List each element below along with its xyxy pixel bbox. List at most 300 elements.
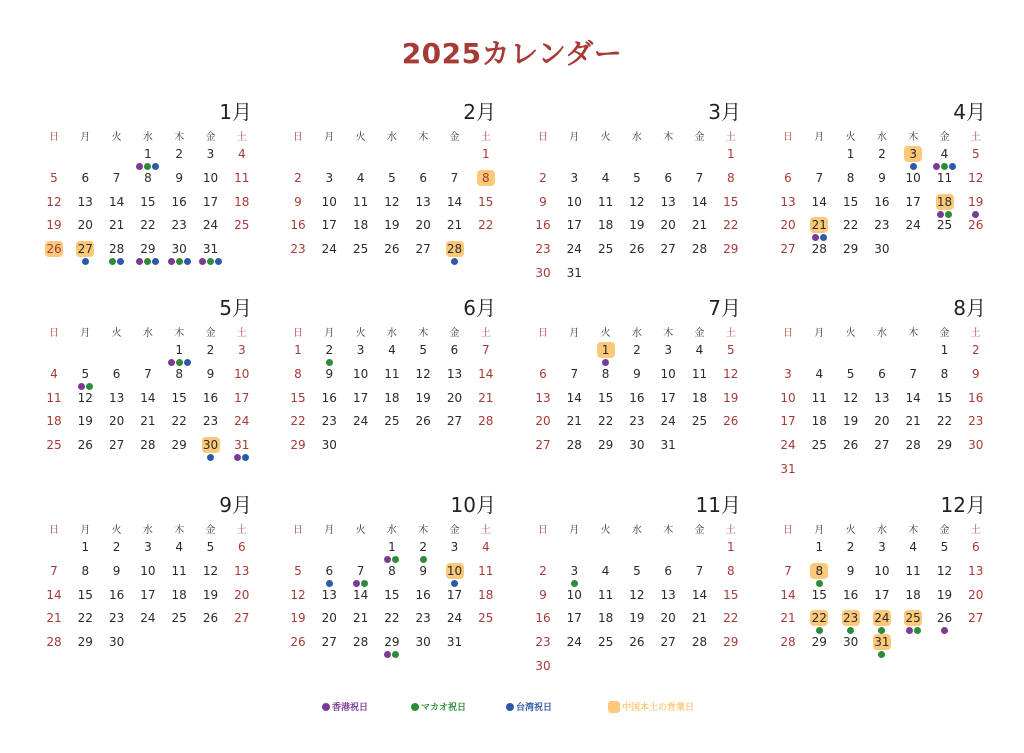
- day-number: 19: [384, 218, 400, 233]
- day-number: 22: [478, 218, 494, 233]
- weekday-header: 土: [236, 132, 247, 143]
- day-number: 23: [321, 414, 337, 429]
- holiday-dots: [196, 454, 226, 461]
- mainland-workday-number: 28: [446, 242, 463, 257]
- day-cell: [836, 433, 866, 457]
- day-cell: [133, 583, 163, 607]
- weekday-header: 日: [538, 328, 548, 339]
- day-cell: [440, 190, 470, 214]
- day-cell: [227, 362, 257, 386]
- day-cell: [898, 213, 928, 237]
- day-number: 23: [290, 242, 306, 257]
- day-number: 12: [415, 366, 431, 381]
- day-cell: [70, 583, 100, 607]
- day-number: 14: [811, 194, 827, 209]
- day-number: 21: [46, 611, 62, 626]
- day-cell: [591, 213, 621, 237]
- day-number: 21: [566, 414, 582, 429]
- day-cell: [559, 583, 589, 607]
- day-number: 26: [415, 414, 431, 429]
- day-number: 11: [234, 170, 250, 185]
- day-cell: [559, 166, 589, 190]
- day-cell: [471, 583, 501, 607]
- day-number: 21: [108, 218, 125, 233]
- day-number: 16: [415, 587, 431, 602]
- day-cell: [346, 166, 376, 190]
- day-cell: [528, 386, 558, 410]
- day-cell: [836, 606, 866, 630]
- day-cell: [408, 559, 438, 583]
- weekday-header: 月: [324, 132, 335, 143]
- day-cell: [591, 190, 621, 214]
- day-number: 13: [535, 390, 551, 405]
- day-cell: [528, 190, 558, 214]
- weekday-header: 月: [569, 132, 580, 143]
- day-cell: [836, 583, 866, 607]
- day-number: 8: [81, 563, 90, 578]
- weekday-header: 日: [293, 132, 303, 143]
- day-number: 8: [940, 366, 949, 381]
- day-number: 26: [290, 635, 306, 650]
- mainland-workday-number: 30: [202, 438, 219, 453]
- day-number: 15: [478, 194, 494, 209]
- day-cell: [70, 362, 100, 386]
- day-number: 26: [723, 414, 739, 429]
- month-3: [531, 98, 741, 288]
- day-cell: [716, 606, 746, 630]
- day-cell: [528, 362, 558, 386]
- day-cell: [70, 409, 100, 433]
- day-number: 13: [446, 366, 463, 381]
- day-number: 28: [780, 635, 796, 650]
- day-cell: [408, 630, 438, 654]
- weekday-header: 月: [80, 328, 91, 339]
- day-cell: [346, 237, 376, 261]
- day-number: 4: [237, 147, 246, 161]
- day-number: 16: [874, 194, 890, 209]
- weekday-header: 月: [569, 525, 580, 536]
- day-number: 9: [325, 366, 334, 381]
- day-cell: [622, 433, 652, 457]
- weekday-header: 火: [111, 525, 122, 536]
- day-number: 22: [290, 414, 306, 429]
- day-cell: [314, 630, 344, 654]
- day-number: 20: [446, 390, 463, 405]
- day-cell: [102, 535, 132, 559]
- day-cell: [440, 386, 470, 410]
- day-number: 22: [140, 218, 156, 233]
- day-cell: [930, 535, 960, 559]
- taiwan-dot-icon: [506, 703, 514, 711]
- day-cell: [836, 630, 866, 654]
- day-cell: [867, 190, 897, 214]
- day-cell: [716, 386, 746, 410]
- day-number: 1: [294, 343, 302, 357]
- day-cell: [528, 583, 558, 607]
- day-cell: [164, 338, 194, 362]
- day-cell: [898, 409, 928, 433]
- day-cell: [164, 362, 194, 386]
- day-number: 24: [202, 218, 219, 233]
- hk-holiday-dot: [199, 258, 206, 265]
- day-cell: [227, 535, 257, 559]
- day-number: 17: [905, 194, 921, 209]
- day-number: 7: [450, 170, 459, 185]
- day-number: 14: [352, 587, 369, 602]
- day-number: 12: [202, 563, 219, 578]
- month-title: 1月: [219, 100, 252, 124]
- day-cell: [227, 583, 257, 607]
- day-cell: [471, 338, 501, 362]
- day-number: 17: [202, 194, 219, 209]
- day-number: 6: [784, 170, 792, 185]
- day-cell: [591, 583, 621, 607]
- day-cell: [559, 190, 589, 214]
- day-number: 4: [175, 540, 183, 554]
- day-number: 7: [144, 366, 152, 381]
- day-number: 1: [388, 540, 396, 554]
- mainland-workday-number: 21: [811, 218, 827, 233]
- day-cell: [283, 338, 313, 362]
- day-number: 15: [811, 587, 827, 602]
- day-cell: [39, 362, 69, 386]
- day-number: 6: [878, 366, 886, 381]
- day-number: 19: [968, 194, 984, 209]
- day-cell: [346, 630, 376, 654]
- day-cell: [867, 535, 897, 559]
- day-cell: [773, 237, 803, 261]
- day-cell: [653, 409, 683, 433]
- day-number: 18: [597, 218, 614, 233]
- day-cell: [283, 559, 313, 583]
- day-cell: [836, 559, 866, 583]
- day-number: 11: [905, 563, 921, 578]
- mainland-workday-number: 23: [842, 611, 859, 626]
- day-number: 27: [535, 438, 551, 453]
- day-number: 1: [726, 147, 735, 161]
- day-number: 26: [936, 611, 953, 626]
- day-cell: [685, 237, 715, 261]
- weekday-header: 火: [845, 132, 856, 143]
- day-number: 10: [202, 170, 219, 185]
- weekday-header: 金: [939, 328, 950, 339]
- day-cell: [227, 213, 257, 237]
- weekday-header: 木: [418, 525, 429, 536]
- day-number: 17: [566, 611, 582, 626]
- day-number: 6: [81, 170, 90, 185]
- legend-label: 中国本土の営業日: [622, 703, 695, 713]
- day-cell: [898, 142, 928, 166]
- day-cell: [622, 237, 652, 261]
- day-cell: [836, 237, 866, 261]
- day-number: 27: [446, 414, 463, 429]
- day-number: 1: [81, 540, 90, 554]
- weekday-header: 水: [631, 525, 642, 536]
- day-cell: [804, 433, 834, 457]
- weekday-header: 水: [631, 328, 642, 339]
- day-cell: [133, 409, 163, 433]
- day-number: 25: [478, 611, 494, 626]
- day-cell: [773, 213, 803, 237]
- holiday-dots: [377, 651, 407, 658]
- macau-dot-icon: [411, 703, 419, 711]
- day-cell: [377, 606, 407, 630]
- day-cell: [836, 166, 866, 190]
- weekday-header: 木: [418, 132, 429, 143]
- day-cell: [346, 190, 376, 214]
- day-number: 9: [633, 366, 641, 381]
- day-cell: [867, 409, 897, 433]
- day-number: 29: [140, 242, 156, 257]
- day-number: 14: [691, 194, 708, 209]
- mainland-workday-number: 26: [46, 242, 62, 257]
- day-number: 15: [140, 194, 156, 209]
- day-number: 6: [664, 563, 672, 578]
- taiwan-holiday-dot: [82, 258, 89, 265]
- day-cell: [930, 166, 960, 190]
- day-number: 31: [780, 462, 796, 476]
- day-number: 14: [780, 587, 796, 602]
- legend-item-taiwan: [506, 700, 552, 713]
- day-cell: [314, 237, 344, 261]
- day-cell: [377, 190, 407, 214]
- taiwan-holiday-dot: [184, 258, 191, 265]
- day-number: 27: [874, 438, 890, 453]
- day-cell: [773, 386, 803, 410]
- hk-holiday-dot: [906, 627, 913, 634]
- day-number: 7: [695, 563, 704, 578]
- page-title: 2025カレンダー: [401, 37, 623, 70]
- day-number: 9: [878, 170, 886, 185]
- day-cell: [346, 559, 376, 583]
- day-number: 10: [140, 563, 156, 578]
- day-cell: [653, 237, 683, 261]
- day-number: 28: [140, 438, 156, 453]
- weekday-header: 木: [908, 132, 919, 143]
- day-number: 13: [234, 563, 250, 578]
- day-number: 7: [112, 170, 121, 185]
- day-cell: [314, 559, 344, 583]
- day-cell: [930, 559, 960, 583]
- legend-item-hk: [322, 700, 368, 713]
- day-number: 24: [905, 218, 921, 233]
- day-cell: [622, 190, 652, 214]
- day-number: 20: [234, 587, 250, 602]
- day-cell: [440, 237, 470, 261]
- hk-holiday-dot: [234, 454, 241, 461]
- weekday-header: 月: [569, 328, 580, 339]
- weekday-header: 金: [205, 132, 216, 143]
- weekday-header: 火: [111, 132, 122, 143]
- day-cell: [898, 559, 928, 583]
- day-number: 3: [144, 540, 152, 554]
- day-cell: [39, 213, 69, 237]
- taiwan-holiday-dot: [451, 258, 458, 265]
- day-number: 25: [597, 242, 614, 257]
- day-number: 16: [321, 390, 337, 405]
- mainland-workday-number: 27: [77, 242, 93, 257]
- day-cell: [836, 535, 866, 559]
- day-cell: [377, 237, 407, 261]
- day-cell: [804, 606, 834, 630]
- day-cell: [196, 166, 226, 190]
- day-cell: [528, 606, 558, 630]
- day-cell: [133, 535, 163, 559]
- day-cell: [314, 338, 344, 362]
- day-cell: [622, 630, 652, 654]
- day-cell: [133, 237, 163, 261]
- day-cell: [70, 433, 100, 457]
- day-cell: [804, 409, 834, 433]
- day-number: 9: [539, 194, 547, 209]
- day-number: 20: [874, 414, 890, 429]
- mainland-workday-number: 31: [874, 635, 890, 650]
- day-number: 28: [811, 242, 827, 257]
- day-number: 9: [206, 366, 215, 381]
- day-number: 29: [597, 438, 614, 453]
- weekday-header: 木: [663, 525, 674, 536]
- day-cell: [133, 142, 163, 166]
- day-cell: [716, 630, 746, 654]
- holiday-dots: [164, 258, 194, 265]
- day-cell: [283, 583, 313, 607]
- day-cell: [804, 559, 834, 583]
- day-number: 16: [290, 218, 306, 233]
- day-cell: [685, 559, 715, 583]
- day-cell: [773, 583, 803, 607]
- month-title: 11月: [695, 493, 741, 517]
- day-number: 5: [726, 343, 735, 357]
- day-cell: [377, 630, 407, 654]
- day-number: 16: [171, 194, 187, 209]
- day-number: 27: [780, 242, 796, 257]
- day-cell: [622, 213, 652, 237]
- day-cell: [314, 409, 344, 433]
- day-number: 3: [570, 170, 579, 185]
- day-number: 27: [415, 242, 431, 257]
- day-number: 5: [50, 170, 58, 185]
- day-number: 14: [446, 194, 463, 209]
- day-number: 6: [237, 540, 246, 554]
- day-number: 2: [878, 147, 886, 161]
- day-number: 25: [171, 611, 187, 626]
- hk-holiday-dot: [136, 258, 143, 265]
- day-cell: [196, 409, 226, 433]
- day-number: 31: [234, 438, 250, 453]
- day-number: 14: [905, 390, 921, 405]
- day-cell: [408, 606, 438, 630]
- day-cell: [867, 166, 897, 190]
- day-number: 12: [77, 390, 93, 405]
- day-number: 7: [909, 366, 917, 381]
- mainland-workday-number: 24: [874, 611, 890, 626]
- day-number: 20: [108, 414, 125, 429]
- day-number: 2: [419, 540, 427, 554]
- day-number: 31: [660, 438, 676, 453]
- day-cell: [653, 583, 683, 607]
- day-number: 13: [968, 563, 984, 578]
- day-number: 16: [842, 587, 859, 602]
- day-cell: [836, 409, 866, 433]
- weekday-header: 木: [174, 328, 185, 339]
- holiday-dots: [898, 627, 928, 634]
- day-number: 2: [633, 343, 641, 357]
- day-number: 6: [325, 563, 334, 578]
- day-cell: [559, 606, 589, 630]
- day-cell: [961, 142, 991, 166]
- day-cell: [867, 362, 897, 386]
- day-number: 31: [566, 266, 582, 280]
- day-number: 24: [352, 414, 369, 429]
- day-number: 31: [202, 242, 219, 257]
- day-number: 8: [175, 366, 183, 381]
- day-cell: [377, 386, 407, 410]
- day-cell: [283, 237, 313, 261]
- day-number: 9: [175, 170, 183, 185]
- day-cell: [773, 362, 803, 386]
- day-number: 20: [321, 611, 337, 626]
- month-title: 12月: [940, 493, 986, 517]
- day-number: 13: [321, 587, 337, 602]
- day-cell: [961, 433, 991, 457]
- day-cell: [804, 362, 834, 386]
- day-number: 5: [419, 343, 427, 357]
- day-cell: [346, 213, 376, 237]
- hk-holiday-dot: [941, 627, 948, 634]
- day-number: 10: [566, 587, 582, 602]
- day-number: 21: [691, 218, 708, 233]
- day-number: 2: [175, 147, 183, 161]
- day-cell: [591, 630, 621, 654]
- day-cell: [836, 213, 866, 237]
- day-number: 19: [842, 414, 859, 429]
- weekday-header: 木: [908, 328, 919, 339]
- day-cell: [622, 166, 652, 190]
- day-number: 24: [660, 414, 676, 429]
- day-cell: [471, 166, 501, 190]
- day-cell: [559, 386, 589, 410]
- legend-label: 香港祝日: [332, 703, 369, 713]
- day-number: 2: [846, 540, 855, 554]
- day-number: 11: [597, 194, 614, 209]
- day-cell: [716, 583, 746, 607]
- day-number: 6: [971, 540, 980, 554]
- day-number: 12: [384, 194, 400, 209]
- day-cell: [716, 237, 746, 261]
- day-number: 8: [601, 366, 610, 381]
- holiday-dots: [930, 627, 960, 634]
- day-cell: [283, 433, 313, 457]
- day-cell: [836, 142, 866, 166]
- day-cell: [133, 166, 163, 190]
- day-cell: [622, 362, 652, 386]
- taiwan-holiday-dot: [242, 454, 249, 461]
- day-cell: [559, 433, 589, 457]
- day-number: 23: [171, 218, 187, 233]
- mainland-workday-number: 18: [936, 194, 953, 209]
- weekday-header: 日: [783, 132, 793, 143]
- day-number: 30: [629, 438, 645, 453]
- day-cell: [685, 630, 715, 654]
- weekday-header: 土: [725, 525, 736, 536]
- day-cell: [716, 338, 746, 362]
- day-cell: [836, 362, 866, 386]
- day-cell: [164, 433, 194, 457]
- day-number: 13: [108, 390, 125, 405]
- day-number: 11: [811, 390, 827, 405]
- weekday-header: 水: [386, 525, 397, 536]
- day-number: 12: [629, 194, 645, 209]
